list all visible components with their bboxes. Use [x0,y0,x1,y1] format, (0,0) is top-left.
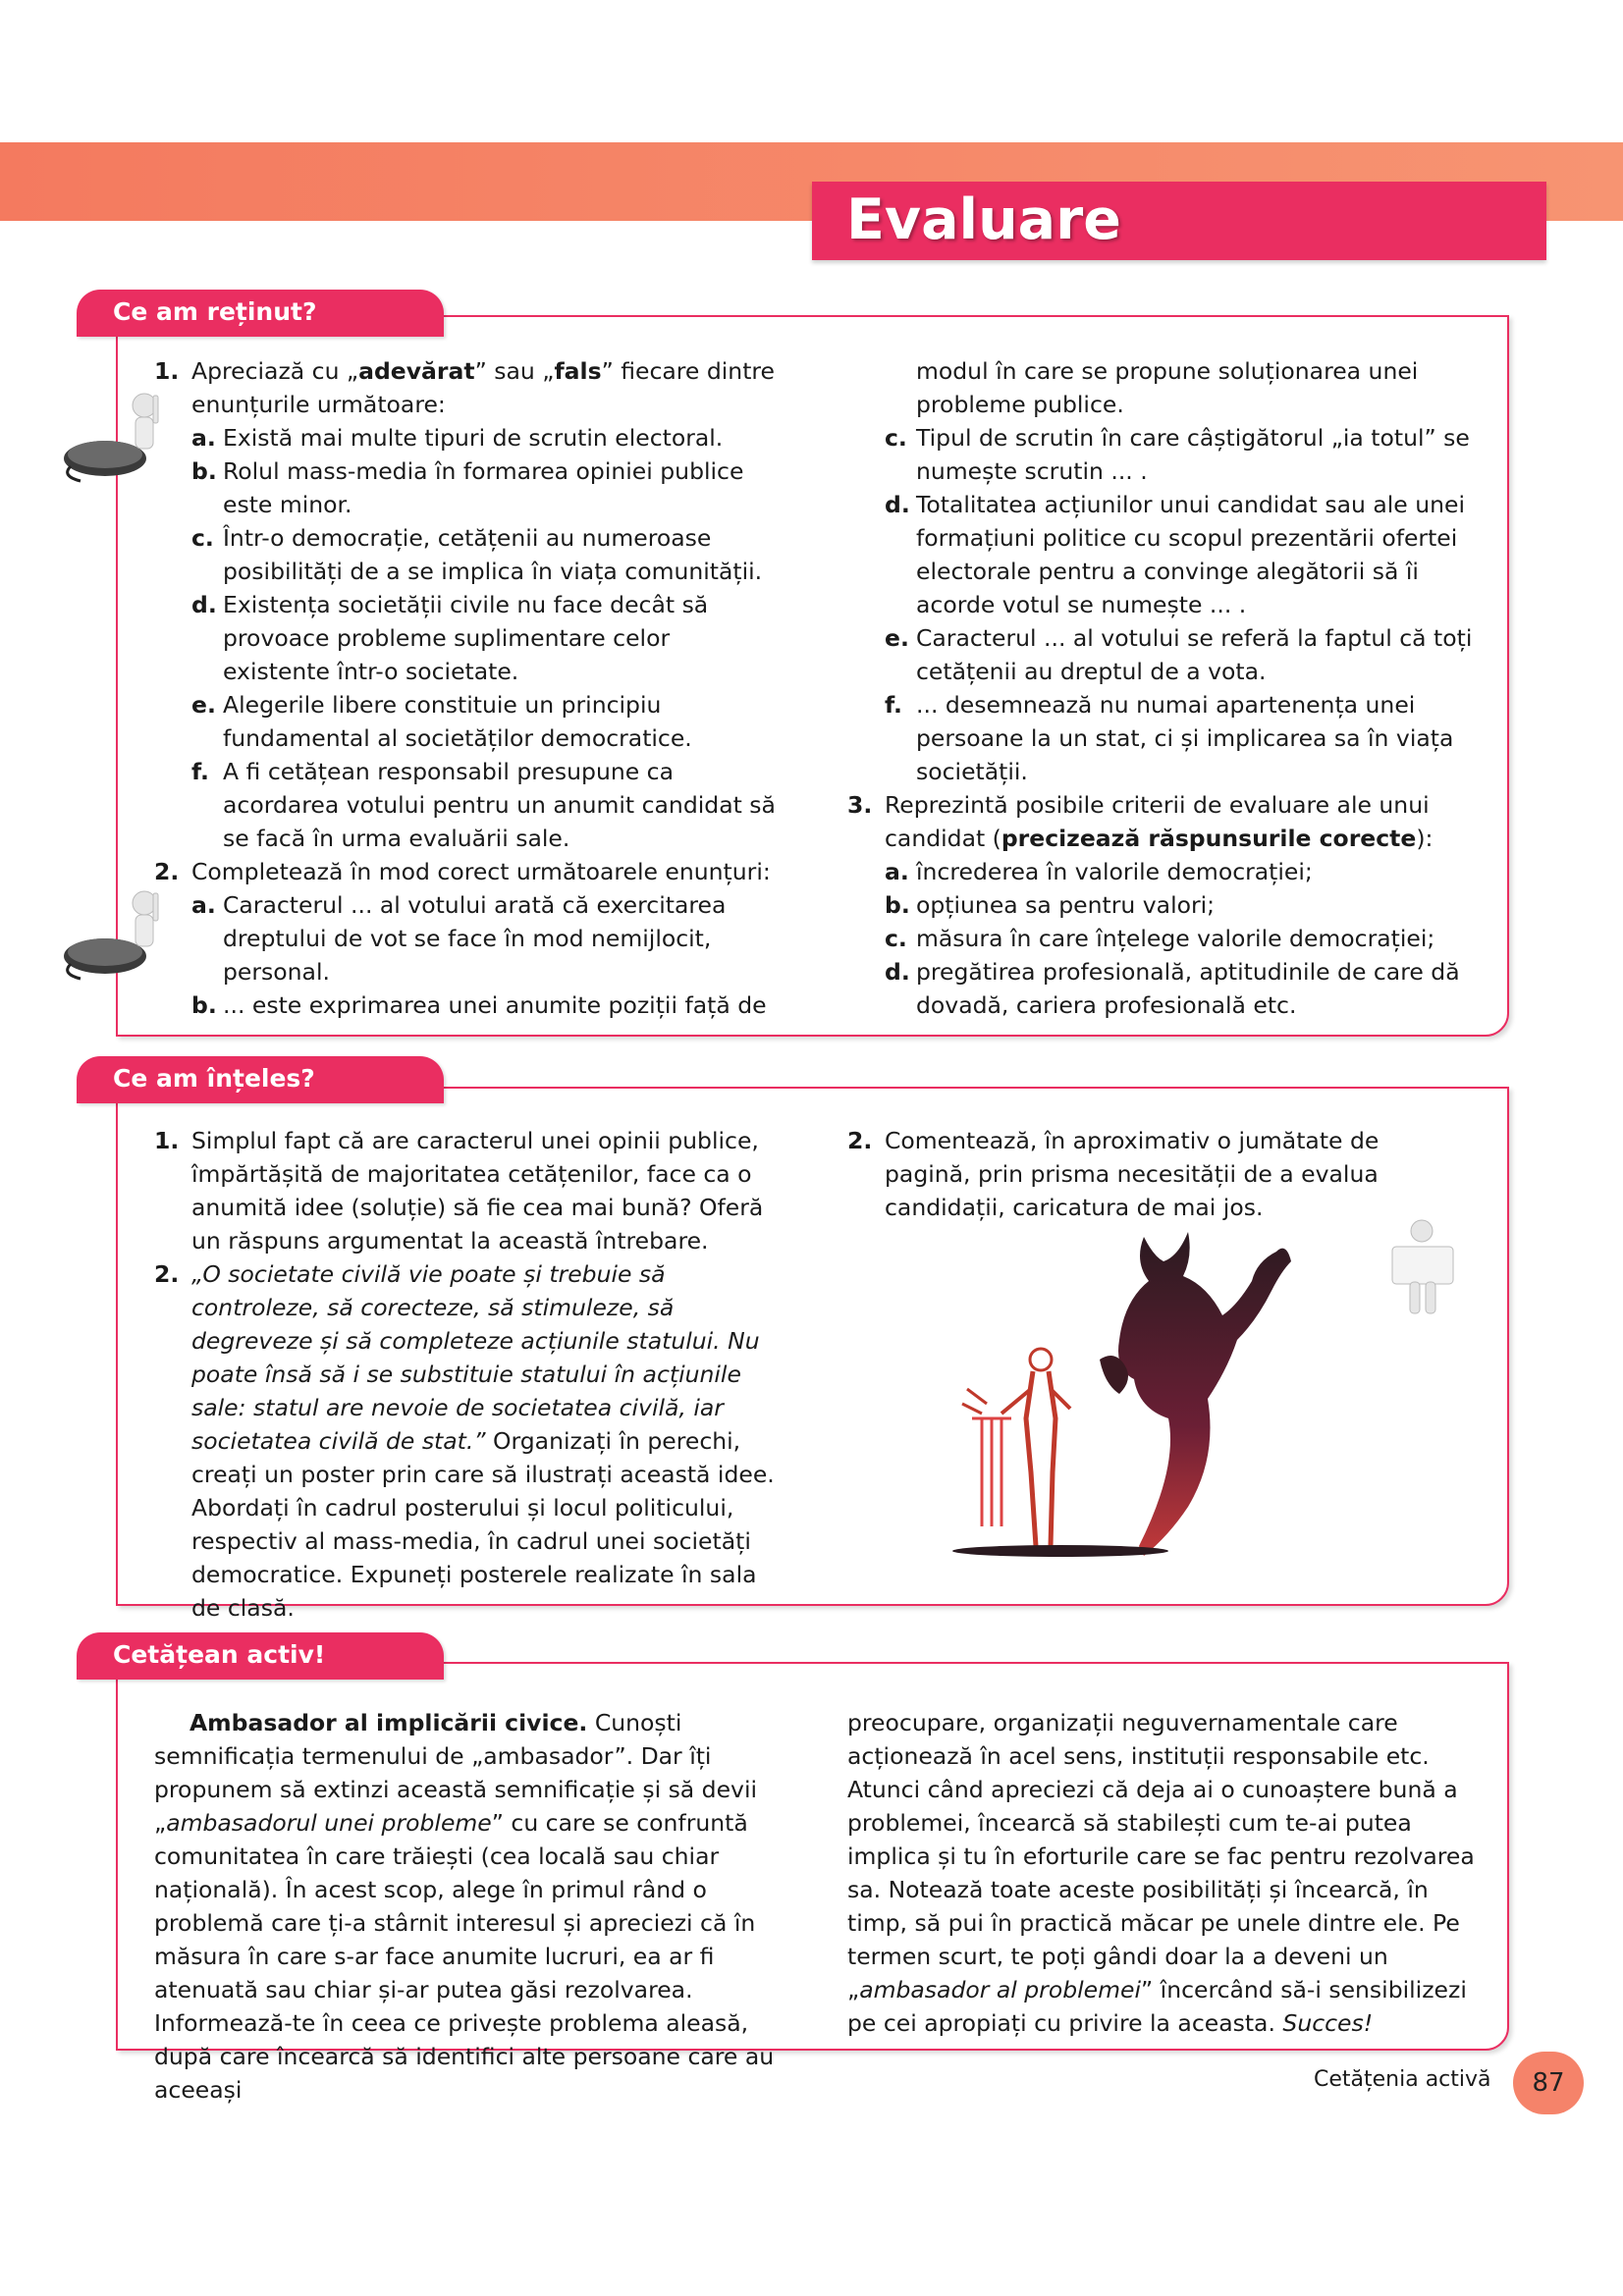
item-marker: 2. [154,1260,180,1288]
item-text: Totalitatea acțiunilor unui candidat sau ale unei formațiuni politice cu scopul prezentării ofertei electorale pentru a convinge alegătorii să îi acorde votul se numește ... . [916,491,1465,618]
s1-left-column [154,354,783,1022]
figure-with-mouse-icon [61,885,179,984]
item-marker: d. [191,591,217,618]
section-tab-activ: Cetățean activ! [77,1632,444,1680]
item-text: Reprezintă posibile criterii de evaluare ale unui candidat (precizează răspunsurile corecte): [885,791,1434,852]
item-marker: 1. [154,1127,180,1154]
item-text: „O societate civilă vie poate și trebuie să controleze, să corecteze, să stimuleze, să degreveze și să completeze acțiunile statului. Nu poate însă să i se substituie statului în acțiunile sale: statul are nevoie de societatea civilă, iar societatea civilă de stat.” Organizați în perechi, creați un poster prin care să ilustrați această idee. Abordați în cadrul posterului și locul politicului, respectiv al mass-media, în cadrul unei societăți democratice. Expuneți posterele realizate în sala de clasă. [191,1260,775,1622]
s1-right-column [847,354,1476,1022]
item-marker: a. [191,891,216,919]
item-marker: b. [885,891,910,919]
item-marker: e. [885,624,909,652]
item-text: Completează în mod corect următoarele enunțuri: [191,858,771,885]
item-text: Există mai multe tipuri de scrutin electoral. [223,424,724,452]
item-marker: b. [191,457,217,485]
s3-right-column [847,1706,1476,2040]
item-marker: c. [885,424,907,452]
list-item [847,922,1476,955]
list-item [154,354,783,421]
item-marker: f. [885,691,902,719]
item-marker: e. [191,691,216,719]
list-item [847,888,1476,922]
item-text: Existența societății civile nu face decât să provoace probleme suplimentare celor existente într-o societate. [223,591,709,685]
list-item [847,955,1476,1022]
figure-with-mouse-icon [61,388,179,486]
item-marker [885,354,916,421]
item-marker: 2. [154,858,180,885]
item-marker: c. [885,925,907,952]
item-text: Comentează, în aproximativ o jumătate de pagină, prin prisma necesității de a evalua candidații, caricatura de mai jos. [885,1127,1380,1221]
list-item [154,521,783,588]
list-item [154,888,783,988]
item-marker: a. [191,424,216,452]
item-text: Alegerile libere constituie un principiu fundamental al societăților democratice. [223,691,692,752]
item-text: Caracterul ... al votului arată că exercitarea dreptului de vot se face în mod nemijlocit, personal. [223,891,727,986]
item-text: A fi cetățean responsabil presupune ca acordarea votului pentru un anumit candidat să se facă în urma evaluării sale. [223,758,776,852]
page-title: Evaluare [846,187,1121,252]
list-item [154,454,783,521]
list-item [154,755,783,855]
list-item [847,1124,1456,1224]
item-text: modul în care se propune soluționarea unei probleme publice. [916,357,1419,418]
list-item [154,1257,783,1625]
item-marker: c. [191,524,214,552]
list-item [154,688,783,755]
item-text: opțiunea sa pentru valori; [916,891,1216,919]
list-item [847,621,1476,688]
item-text: Simplul fapt că are caracterul unei opinii publice, împărtășită de majoritatea cetățenilor, face ca o anumită idee (soluție) să fie cea mai bună? Oferă un răspuns argumentat la această întrebare. [191,1127,764,1255]
item-marker: d. [885,491,910,518]
paragraph: preocupare, organizații neguvernamentale care acționează în acel sens, instituții responsabile etc. Atunci când apreciezi că deja ai o cunoaștere bună a problemei, încearcă să stabilești cum te-ai putea implica și tu în eforturile care se fac pentru rezolvarea sa. Notează toate aceste posibilități și încearcă, în timp, să pui în practică măcar pe unele dintre ele. Pe termen scurt, te poți gândi doar la a deveni un „ambasador al problemei” încercând să-i sensibilizezi pe cei apropiați cu privire la aceasta. Succes! [847,1709,1475,2037]
item-marker: 1. [154,357,180,385]
item-text: măsura în care înțelege valorile democrației; [916,925,1435,952]
page-title-box [812,182,1546,260]
item-text: Tipul de scrutin în care câștigătorul „ia totul” se numește scrutin ... . [916,424,1470,485]
list-item [847,421,1476,488]
page-number: 87 [1513,2052,1584,2114]
item-marker: a. [885,858,909,885]
list-item [847,855,1476,888]
list-item [154,1124,783,1257]
list-item [847,788,1476,855]
s3-left-column [154,1706,779,2107]
list-item [154,988,783,1022]
s2-right-column [847,1124,1456,1224]
s2-left-column [154,1124,783,1625]
list-item [154,588,783,688]
footer-label: Cetățenia activă [1314,2067,1491,2092]
item-text: ... desemnează nu numai apartenența unei persoane la un stat, ci și implicarea sa în viața societății. [916,691,1454,785]
item-text: Caracterul ... al votului se referă la faptul că toți cetățenii au dreptul de a vota. [916,624,1473,685]
section-tab-retinut: Ce am reținut? [77,290,444,337]
item-marker: 2. [847,1127,873,1154]
item-text: încrederea în valorile democrației; [916,858,1313,885]
paragraph: Ambasador al implicării civice. Cunoști semnificația termenului de „ambasador”. Dar îți propunem să extinzi această semnificație și să devii „ambasadorul unei probleme” cu care se confruntă comunitatea în care trăiești (cea locală sau chiar națională). În acest scop, alege în primul rând o problemă care ți-a stârnit interesul și apreciezi că în măsura în care s-ar face anumite lucruri, ea ar fi atenuată sau chiar și-ar putea găsi rezolvarea. Informează-te în ceea ce privește problema aleasă, după care încearcă să identifici alte persoane care au aceeași [154,1709,775,2104]
list-item [154,421,783,454]
item-text: pregătirea profesională, aptitudinile de care dă dovadă, cariera profesională etc. [916,958,1460,1019]
item-text: Apreciază cu „adevărat” sau „fals” fiecare dintre enunțurile următoare: [191,357,776,418]
item-marker: b. [191,991,217,1019]
item-marker: f. [191,758,209,785]
item-marker: 3. [847,791,873,819]
item-text: ... este exprimarea unei anumite poziții față de [223,991,767,1019]
figure-with-sign-icon [1384,1217,1463,1325]
section-tab-inteles: Ce am înțeles? [77,1056,444,1103]
item-text: Rolul mass-media în formarea opiniei publice este minor. [223,457,744,518]
list-item [154,855,783,888]
list-item [847,354,1476,421]
caricature-image [943,1222,1375,1575]
item-marker: d. [885,958,910,986]
list-item [847,488,1476,621]
list-item [847,688,1476,788]
item-text: Într-o democrație, cetățenii au numeroase posibilități de a se implica în viața comunității. [223,524,763,585]
